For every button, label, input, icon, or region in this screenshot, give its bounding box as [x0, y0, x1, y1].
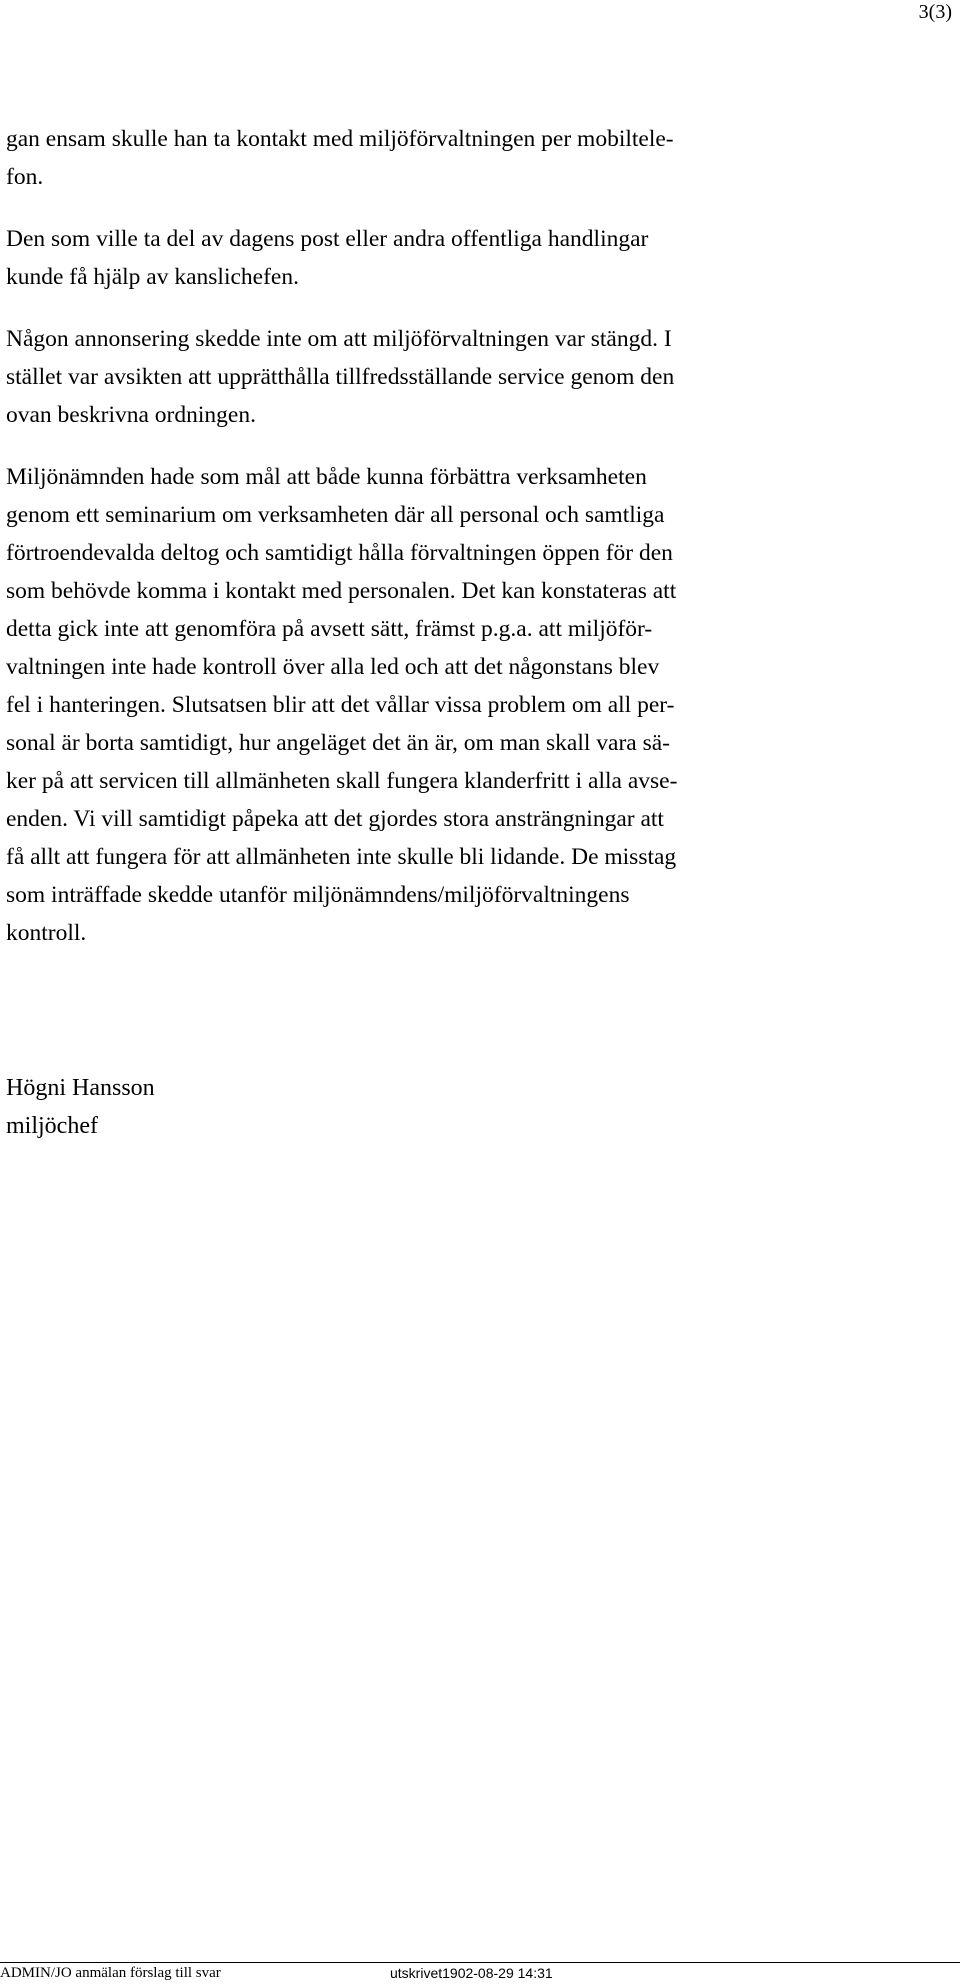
footer-document-path: ADMIN/JO anmälan förslag till svar	[0, 1965, 221, 1981]
paragraph-2	[6, 220, 886, 296]
text-line: enden. Vi vill samtidigt påpeka att det gjordes stora ansträngningar att	[6, 806, 664, 832]
text-line: som inträffade skedde utanför miljönämndens/miljöförvaltningens	[6, 882, 630, 908]
text-line: kontroll.	[6, 920, 87, 946]
text-line: ker på att servicen till allmänheten skall fungera klanderfritt i alla avse-	[6, 768, 678, 794]
text-line: stället var avsikten att upprätthålla tillfredsställande service genom den	[6, 364, 675, 390]
footer-printed-timestamp: utskrivet1902-08-29 14:31	[390, 1965, 553, 1981]
text-line: som behövde komma i kontakt med personalen. Det kan konstateras att	[6, 578, 677, 604]
text-line: Den som ville ta del av dagens post eller andra offentliga handlingar	[6, 226, 649, 252]
text-line: kunde få hjälp av kanslichefen.	[6, 264, 299, 290]
paragraph-1	[6, 120, 886, 196]
text-line: fon.	[6, 164, 44, 190]
signature-block	[6, 1069, 155, 1145]
paragraph-3	[6, 320, 886, 434]
text-line: få allt att fungera för att allmänheten inte skulle bli lidande. De misstag	[6, 844, 677, 870]
text-line: detta gick inte att genomföra på avsett sätt, främst p.g.a. att miljöför-	[6, 616, 653, 642]
page-footer	[0, 1962, 960, 1984]
text-line: Miljönämnden hade som mål att både kunna förbättra verksamheten	[6, 464, 647, 490]
text-line: sonal är borta samtidigt, hur angeläget det än är, om man skall vara sä-	[6, 730, 671, 756]
text-line: fel i hanteringen. Slutsatsen blir att det vållar vissa problem om all per-	[6, 692, 675, 718]
footer-divider	[0, 1962, 960, 1963]
page-number: 3(3)	[918, 1, 952, 23]
text-line: valtningen inte hade kontroll över alla led och att det någonstans blev	[6, 654, 660, 680]
text-line: Någon annonsering skedde inte om att miljöförvaltningen var stängd. I	[6, 326, 672, 352]
document-body	[6, 120, 886, 976]
text-line: ovan beskrivna ordningen.	[6, 402, 256, 428]
text-line: gan ensam skulle han ta kontakt med miljöförvaltningen per mobiltele-	[6, 126, 674, 152]
signatory-title: miljöchef	[6, 1113, 98, 1139]
text-line: förtroendevalda deltog och samtidigt hålla förvaltningen öppen för den	[6, 540, 673, 566]
signatory-name: Högni Hansson	[6, 1075, 155, 1101]
paragraph-4	[6, 458, 886, 952]
text-line: genom ett seminarium om verksamheten där all personal och samtliga	[6, 502, 665, 528]
